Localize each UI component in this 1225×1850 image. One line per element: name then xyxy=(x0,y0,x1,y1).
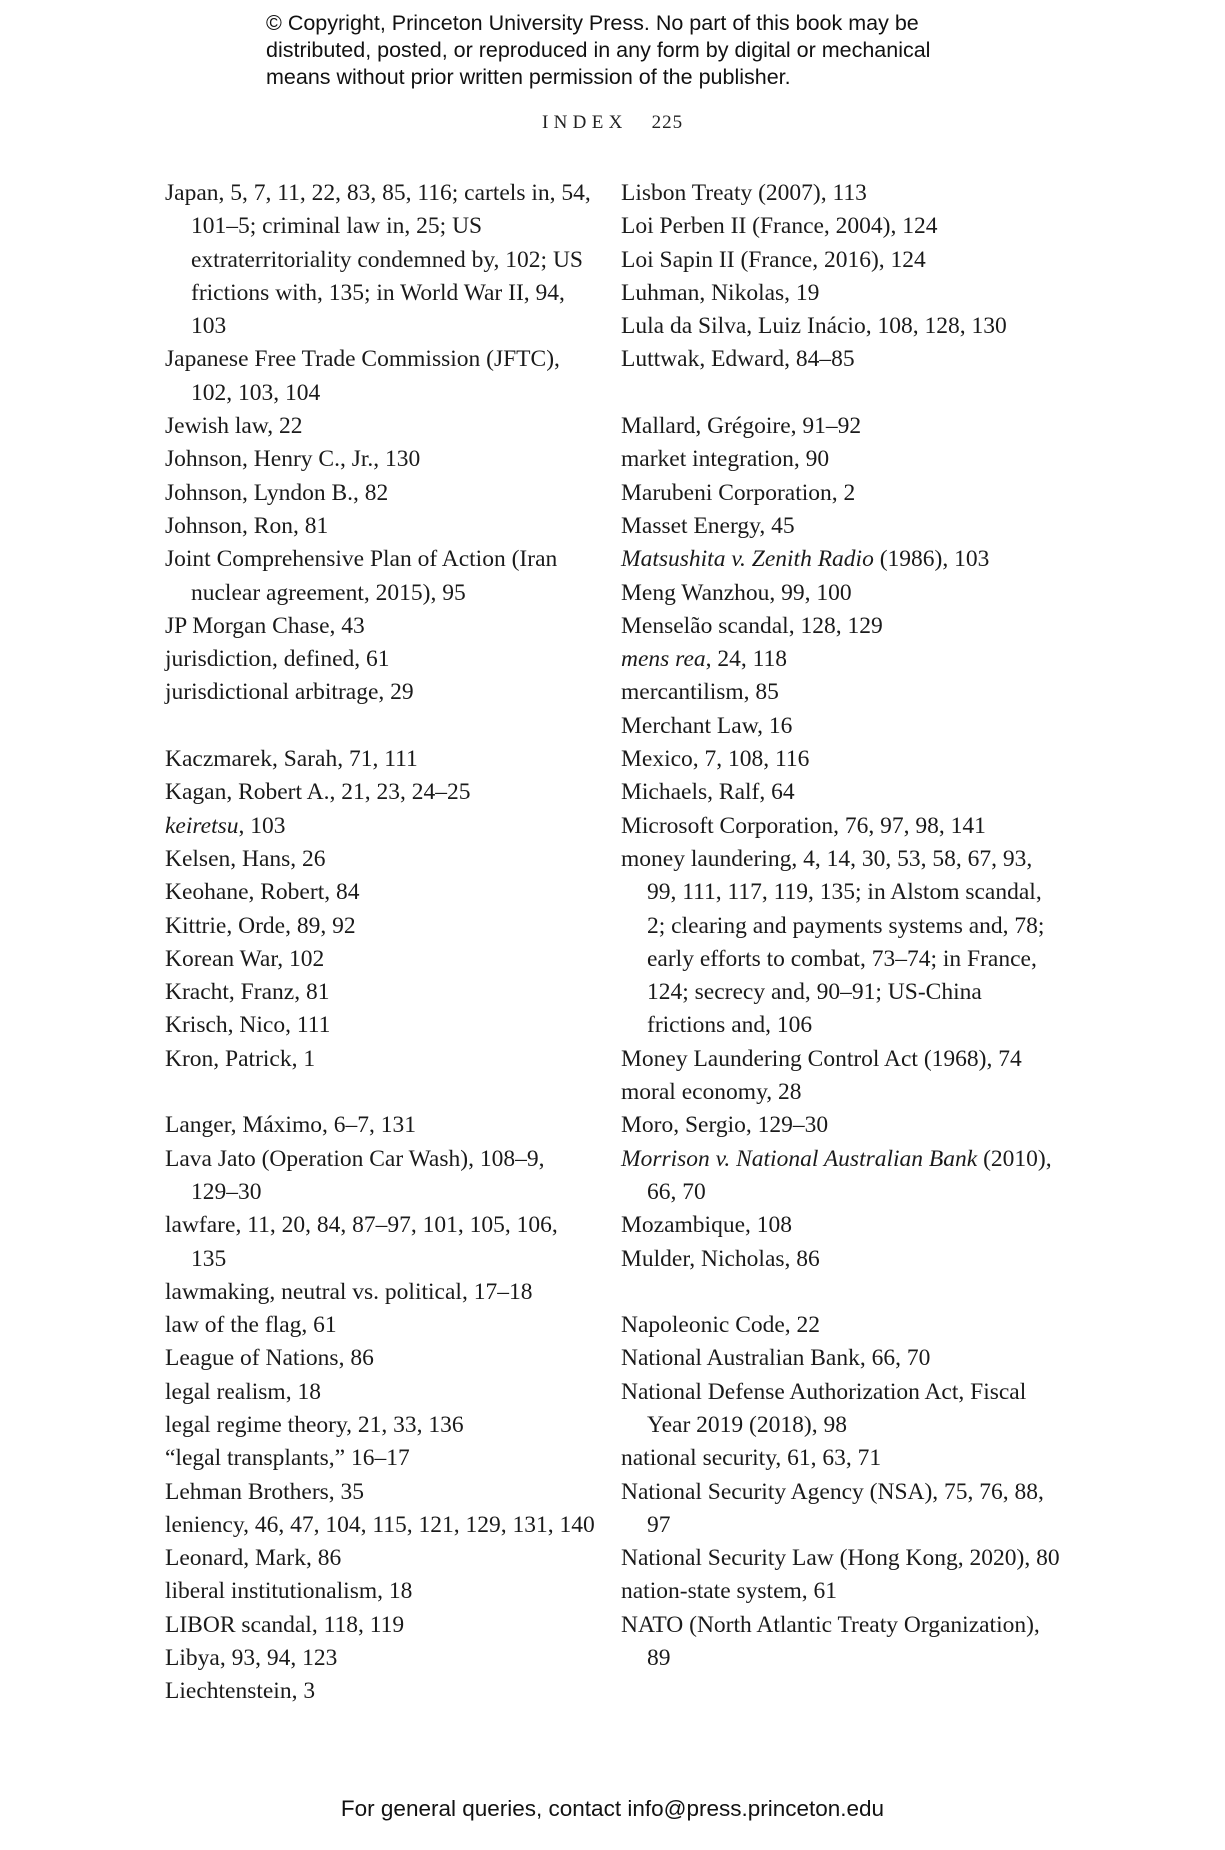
index-entry-italic: mens rea xyxy=(621,646,706,673)
index-entry xyxy=(165,1442,595,1475)
index-entry xyxy=(165,743,595,776)
copyright-notice xyxy=(266,10,1026,91)
index-entry-text: Napoleonic Code, 22 xyxy=(621,1312,821,1339)
index-entry xyxy=(621,1542,1061,1575)
index-entry xyxy=(165,477,595,510)
index-entry xyxy=(621,1243,1061,1276)
index-entry-text: Menselão scandal, 128, 129 xyxy=(621,612,883,639)
index-entry-text: “legal transplants,” 16–17 xyxy=(165,1445,410,1472)
index-entry-text: Kagan, Robert A., 21, 23, 24–25 xyxy=(165,779,471,806)
index-entry-text: Johnson, Henry C., Jr., 130 xyxy=(165,446,421,473)
index-entry xyxy=(165,843,595,876)
index-entry xyxy=(165,1376,595,1409)
copyright-line: distributed, posted, or reproduced in any form by digital or mechanical xyxy=(266,38,931,62)
section-gap xyxy=(621,377,1061,410)
index-entry xyxy=(621,1309,1061,1342)
index-entry-text: legal realism, 18 xyxy=(165,1378,321,1405)
index-entry xyxy=(165,543,595,610)
index-entry xyxy=(621,510,1061,543)
index-entry xyxy=(165,1209,595,1276)
index-entry-text: Kelsen, Hans, 26 xyxy=(165,845,326,872)
index-entry xyxy=(165,1409,595,1442)
index-entry-text: lawmaking, neutral vs. political, 17–18 xyxy=(165,1278,533,1305)
index-entry xyxy=(621,1342,1061,1375)
index-entry-text: Moro, Sergio, 129–30 xyxy=(621,1112,829,1139)
index-entry xyxy=(165,1143,595,1210)
index-entry xyxy=(621,1143,1061,1210)
index-entry xyxy=(621,310,1061,343)
index-entry-text: Mulder, Nicholas, 86 xyxy=(621,1245,820,1272)
index-entry-text: (2010), 66, 70 xyxy=(647,1145,1052,1205)
index-entry xyxy=(621,743,1061,776)
index-entry xyxy=(621,1076,1061,1109)
index-entry xyxy=(621,1442,1061,1475)
index-entry-text: Michaels, Ralf, 64 xyxy=(621,779,795,806)
index-entry xyxy=(165,676,595,709)
index-entry xyxy=(621,676,1061,709)
section-gap xyxy=(165,710,595,743)
index-entry-italic: Morrison v. National Australian Bank xyxy=(621,1145,978,1172)
index-entry-text: Johnson, Lyndon B., 82 xyxy=(165,479,389,506)
index-entry-text: jurisdiction, defined, 61 xyxy=(165,646,390,673)
index-entry xyxy=(165,943,595,976)
index-entry-text: national security, 61, 63, 71 xyxy=(621,1445,882,1472)
index-entry-text: moral economy, 28 xyxy=(621,1079,802,1106)
index-entry xyxy=(621,477,1061,510)
index-entry xyxy=(165,1675,595,1708)
index-entry-text: Kracht, Franz, 81 xyxy=(165,979,330,1006)
index-entry-text: Loi Sapin II (France, 2016), 124 xyxy=(621,246,926,273)
index-entry xyxy=(165,410,595,443)
footer-contact: For general queries, contact info@press.princeton.edu xyxy=(340,1796,885,1821)
index-entry xyxy=(621,543,1061,576)
index-entry xyxy=(621,810,1061,843)
index-entry-text: Jewish law, 22 xyxy=(165,413,303,440)
index-entry-text: Korean War, 102 xyxy=(165,945,325,972)
index-entry xyxy=(165,177,595,343)
index-entry-italic: keiretsu xyxy=(165,812,239,839)
index-entry xyxy=(621,410,1061,443)
index-entry-text: money laundering, 4, 14, 30, 53, 58, 67, 93, 99, 111, 117, 119, 135; in Alstom scandal, 2; clearing and payments systems and, 78; early efforts to combat, 73–74; in France, 124; secrecy and, 90–91; US-China frictions and, 106 xyxy=(621,845,1045,1039)
copyright-line: means without prior written permission of the publisher. xyxy=(266,65,791,89)
index-entry xyxy=(165,643,595,676)
index-entry xyxy=(621,610,1061,643)
index-entry-text: mercantilism, 85 xyxy=(621,679,779,706)
index-entry-text: lawfare, 11, 20, 84, 87–97, 101, 105, 106, 135 xyxy=(165,1212,558,1272)
index-entry xyxy=(621,244,1061,277)
index-entry xyxy=(165,910,595,943)
index-entry xyxy=(621,1609,1061,1676)
index-entry xyxy=(165,1609,595,1642)
index-entry xyxy=(165,1309,595,1342)
index-entry xyxy=(621,277,1061,310)
index-entry xyxy=(165,776,595,809)
section-gap xyxy=(165,1076,595,1109)
index-entry-text: National Security Law (Hong Kong, 2020), 80 xyxy=(621,1545,1060,1572)
index-entry xyxy=(621,843,1061,1043)
index-entry xyxy=(621,343,1061,376)
index-entry-text: Japan, 5, 7, 11, 22, 83, 85, 116; cartels in, 54, 101–5; criminal law in, 25; US extraterritoriality condemned by, 102; US frictions with, 135; in World War II, 94, 103 xyxy=(165,180,591,340)
index-entry xyxy=(621,210,1061,243)
index-entry-text: Keohane, Robert, 84 xyxy=(165,879,360,906)
index-entry-text: League of Nations, 86 xyxy=(165,1345,374,1372)
index-entry xyxy=(621,643,1061,676)
index-entry xyxy=(621,1109,1061,1142)
index-entry-text: Langer, Máximo, 6–7, 131 xyxy=(165,1112,416,1139)
index-entry-italic: Matsushita v. Zenith Radio xyxy=(621,546,874,573)
index-column-left xyxy=(165,177,595,1709)
index-entry-text: Kittrie, Orde, 89, 92 xyxy=(165,912,356,939)
page-number: 225 xyxy=(651,112,684,133)
index-entry xyxy=(165,976,595,1009)
index-entry-text: , 103 xyxy=(238,812,286,839)
index-entry xyxy=(165,1109,595,1142)
index-entry xyxy=(165,1276,595,1309)
index-entry xyxy=(165,1009,595,1042)
index-entry xyxy=(621,776,1061,809)
index-entry xyxy=(165,1542,595,1575)
index-entry-text: Kron, Patrick, 1 xyxy=(165,1045,316,1072)
index-entry xyxy=(621,1376,1061,1443)
index-entry-text: Marubeni Corporation, 2 xyxy=(621,479,856,506)
section-gap xyxy=(621,1276,1061,1309)
index-entry-text: Johnson, Ron, 81 xyxy=(165,512,329,539)
index-entry-text: Lava Jato (Operation Car Wash), 108–9, 129–30 xyxy=(165,1145,545,1205)
running-head-label: INDEX xyxy=(541,112,628,133)
index-entry-text: National Security Agency (NSA), 75, 76, 88, 97 xyxy=(621,1478,1044,1538)
copyright-line: © Copyright, Princeton University Press. No part of this book may be xyxy=(266,11,919,35)
index-entry-text: nation-state system, 61 xyxy=(621,1578,838,1605)
index-entry-text: jurisdictional arbitrage, 29 xyxy=(165,679,414,706)
index-entry-text: Luhman, Nikolas, 19 xyxy=(621,279,820,306)
index-entry-text: Masset Energy, 45 xyxy=(621,512,795,539)
index-entry-text: Meng Wanzhou, 99, 100 xyxy=(621,579,852,606)
index-entry xyxy=(165,1043,595,1076)
index-entry-text: Lula da Silva, Luiz Inácio, 108, 128, 130 xyxy=(621,313,1007,340)
index-entry-text: Lisbon Treaty (2007), 113 xyxy=(621,180,867,206)
index-entry xyxy=(621,1209,1061,1242)
index-entry-text: Merchant Law, 16 xyxy=(621,712,793,739)
index-entry xyxy=(165,1575,595,1608)
index-entry xyxy=(165,1342,595,1375)
index-entry xyxy=(621,710,1061,743)
index-entry-text: Libya, 93, 94, 123 xyxy=(165,1645,338,1672)
index-entry-text: National Defense Authorization Act, Fiscal Year 2019 (2018), 98 xyxy=(621,1378,1027,1438)
index-column-right xyxy=(621,177,1061,1675)
index-entry xyxy=(165,343,595,410)
index-entry xyxy=(165,1642,595,1675)
index-entry-text: Mallard, Grégoire, 91–92 xyxy=(621,413,862,440)
index-entry-text: Loi Perben II (France, 2004), 124 xyxy=(621,213,938,240)
index-entry xyxy=(165,810,595,843)
index-entry xyxy=(621,443,1061,476)
index-entry xyxy=(165,1509,595,1542)
index-entry-text: Lehman Brothers, 35 xyxy=(165,1478,365,1505)
index-entry-text: JP Morgan Chase, 43 xyxy=(165,612,365,639)
index-entry-text: Mexico, 7, 108, 116 xyxy=(621,746,810,773)
index-entry-text: law of the flag, 61 xyxy=(165,1312,337,1339)
index-entry-text: NATO (North Atlantic Treaty Organization), 89 xyxy=(621,1611,1040,1672)
index-entry xyxy=(165,876,595,909)
index-entry-text: LIBOR scandal, 118, 119 xyxy=(165,1611,405,1638)
index-entry-text: Money Laundering Control Act (1968), 74 xyxy=(621,1045,1022,1072)
index-entry xyxy=(621,1575,1061,1608)
running-head xyxy=(0,112,1225,134)
index-entry xyxy=(165,610,595,643)
index-entry-text: Krisch, Nico, 111 xyxy=(165,1012,331,1039)
index-entry-text: market integration, 90 xyxy=(621,446,830,473)
index-entry xyxy=(621,177,1061,210)
index-entry xyxy=(165,510,595,543)
index-entry xyxy=(165,443,595,476)
index-entry-text: , 24, 118 xyxy=(705,646,788,673)
index-entry-text: Japanese Free Trade Commission (JFTC), 102, 103, 104 xyxy=(165,346,560,406)
index-entry-text: Luttwak, Edward, 84–85 xyxy=(621,346,855,373)
index-entry xyxy=(621,1043,1061,1076)
index-entry xyxy=(621,1476,1061,1543)
index-entry-text: Mozambique, 108 xyxy=(621,1212,792,1239)
index-entry-text: Liechtenstein, 3 xyxy=(165,1678,316,1705)
index-entry-text: National Australian Bank, 66, 70 xyxy=(621,1345,931,1372)
index-entry-text: liberal institutionalism, 18 xyxy=(165,1578,413,1605)
index-entry xyxy=(165,1476,595,1509)
index-entry-text: Leonard, Mark, 86 xyxy=(165,1545,342,1572)
index-entry-text: legal regime theory, 21, 33, 136 xyxy=(165,1411,464,1438)
index-entry-text: Joint Comprehensive Plan of Action (Iran nuclear agreement, 2015), 95 xyxy=(165,546,558,606)
index-entry-text: (1986), 103 xyxy=(873,546,990,573)
index-entry-text: leniency, 46, 47, 104, 115, 121, 129, 131, 140 xyxy=(165,1511,595,1538)
index-entry xyxy=(621,577,1061,610)
index-entry-text: Kaczmarek, Sarah, 71, 111 xyxy=(165,746,418,773)
index-entry-text: Microsoft Corporation, 76, 97, 98, 141 xyxy=(621,812,986,839)
